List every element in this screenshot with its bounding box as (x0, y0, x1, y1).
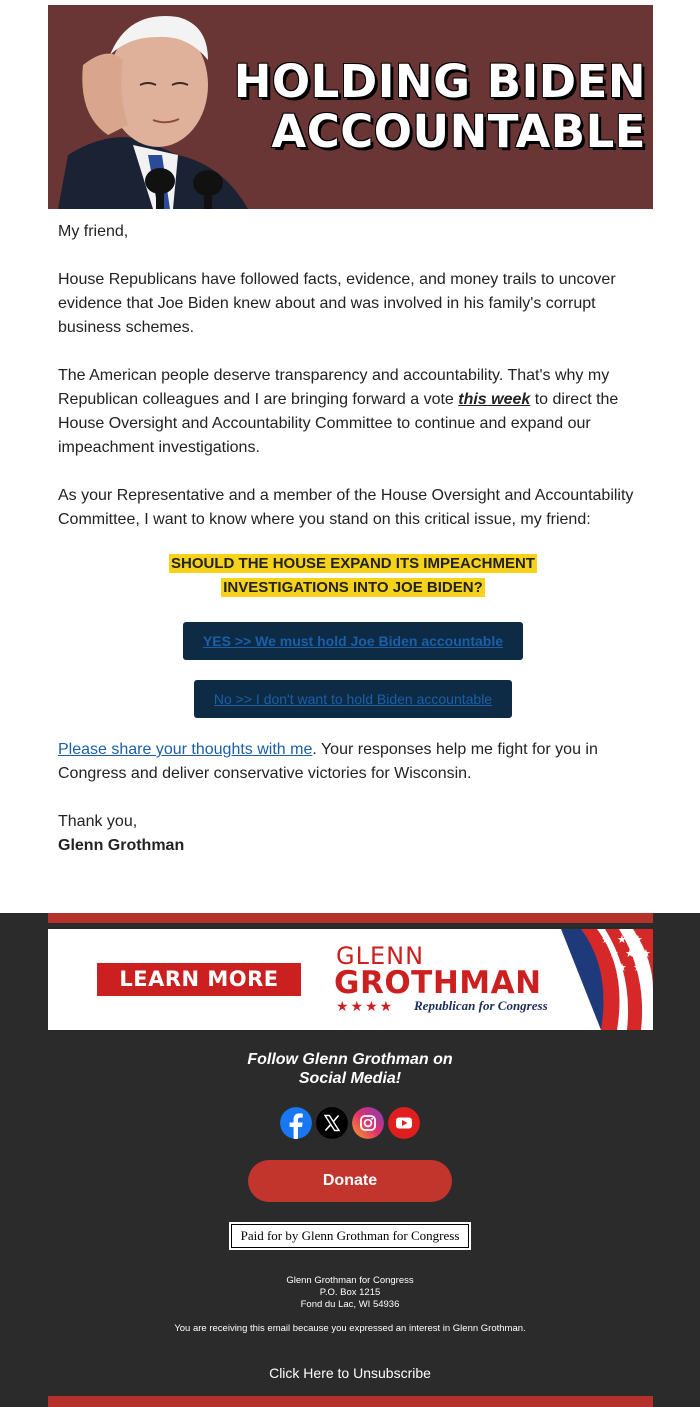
footer (0, 913, 700, 1407)
greeting: My friend, (58, 223, 129, 240)
learn-more-banner[interactable] (48, 929, 653, 1030)
brand-first-name: GLENN (336, 942, 425, 970)
paragraph-ask: As your Representative and a member of the House Oversight and Accountability Committee, I want to know where you stand on this critical issue, my friend: (58, 487, 634, 528)
facebook-icon[interactable] (280, 1107, 312, 1139)
paid-for-text: Paid for by Glenn Grothman for Congress (231, 1224, 469, 1248)
thanks-text: Thank you, (58, 813, 138, 830)
mailing-address: Glenn Grothman for Congress P.O. Box 1215 Fond du Lac, WI 54936 (286, 1275, 414, 1310)
paragraph-share: Please share your thoughts with me. Your responses help me fight for you in Congress and deliver conservative victories for Wisconsin. (58, 741, 598, 782)
x-icon[interactable] (316, 1107, 348, 1139)
subscription-notice: You are receiving this email because you expressed an interest in Glenn Grothman. (174, 1323, 526, 1334)
svg-text:★: ★ (633, 961, 643, 974)
svg-text:★: ★ (633, 933, 643, 946)
svg-text:★: ★ (609, 947, 619, 960)
hero-banner (48, 5, 653, 209)
brand-last-name: GROTHMAN (334, 965, 542, 1001)
svg-text:★: ★ (601, 933, 611, 946)
signature: Glenn Grothman (58, 837, 185, 854)
survey-question: SHOULD THE HOUSE EXPAND ITS IMPEACHMENT INVESTIGATIONS INTO JOE BIDEN? (171, 555, 535, 596)
signoff (58, 810, 648, 858)
social-links (280, 1107, 422, 1139)
learn-more-button[interactable]: LEARN MORE (97, 963, 301, 996)
footer-divider-top (48, 913, 653, 923)
us-flag-icon (561, 929, 653, 1030)
paragraph-vote: The American people deserve transparency and accountability. That's why my Republican colleagues and I are bringing forward a vote this week to direct the House Oversight and Accountability Committee to continue and expand our impeachment investigations. (58, 367, 619, 456)
share-thoughts-link[interactable]: Please share your thoughts with me (58, 741, 313, 758)
email-body (58, 220, 648, 858)
svg-text:★: ★ (617, 933, 627, 946)
no-button[interactable]: No >> I don't want to hold Biden accountable (194, 680, 512, 718)
hero-title: HOLDING BIDEN ACCOUNTABLE (233, 55, 646, 158)
brand-tagline: Republican for Congress (414, 998, 548, 1013)
donate-button[interactable]: Donate (248, 1160, 452, 1202)
paragraph-evidence: House Republicans have followed facts, evidence, and money trails to uncover evidence that Joe Biden knew about and was involved in his family's corrupt business schemes. (58, 271, 616, 336)
paid-for-box (229, 1222, 471, 1250)
follow-heading: Follow Glenn Grothman on Social Media! (247, 1051, 453, 1087)
footer-divider-bottom (48, 1396, 653, 1407)
star-icon: ★★★★ (336, 998, 395, 1014)
svg-text:★: ★ (617, 961, 627, 974)
yes-button[interactable]: YES >> We must hold Joe Biden accountable (183, 622, 523, 660)
this-week-emphasis: this week (458, 391, 531, 408)
unsubscribe-link[interactable]: Click Here to Unsubscribe (269, 1365, 431, 1381)
youtube-icon[interactable] (388, 1107, 420, 1139)
svg-text:★: ★ (641, 947, 651, 960)
svg-text:★: ★ (625, 947, 635, 960)
instagram-icon[interactable] (352, 1107, 384, 1139)
